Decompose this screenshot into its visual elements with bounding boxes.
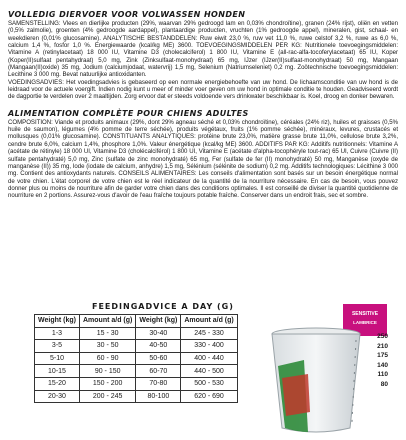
scale-mark: 140: [377, 361, 388, 369]
scale-mark: 80: [380, 380, 388, 388]
badge-line1: SENSITIVE: [351, 311, 379, 317]
scale-mark: 110: [377, 371, 388, 379]
col-weight-1: Weight (kg): [35, 315, 80, 328]
table-cell: 30 - 50: [79, 340, 135, 353]
table-cell: 40-50: [136, 340, 181, 353]
col-amount-2: Amount a/d (g): [181, 315, 237, 328]
col-weight-2: Weight (kg): [136, 315, 181, 328]
col-amount-1: Amount a/d (g): [79, 315, 135, 328]
label-text: [8, 6, 398, 200]
table-row: [35, 390, 238, 403]
table-cell: 200 - 245: [79, 390, 135, 403]
nl-feeding-advice: VOEDINGSADVIES: Het voedingsadvies is gebaseerd op een normale energiebehoefte van uw hond. De lichaamsconditie van uw hond is de leidraad voor de actuele voergift. Indien nodig kunt u meer of minder voer geven om uw hond in optimale conditie te houden. Geadviseerd wordt de dagportie te verdelen over 2 maaltijden. Zorg ervoor dat er steeds voldoende vers drinkwater beschikbaar is. Koel, droog en donker bewaren.: [8, 78, 398, 101]
fr-title: ALIMENTATION COMPLÈTE POUR CHIENS ADULTES: [8, 108, 249, 118]
table-cell: 620 - 690: [181, 390, 237, 403]
table-cell: 440 - 500: [181, 365, 237, 378]
table-row: [35, 340, 238, 353]
table-cell: 60 - 90: [79, 352, 135, 365]
feeding-table: [34, 314, 238, 403]
table-cell: 50-60: [136, 352, 181, 365]
table-cell: 245 - 330: [181, 327, 237, 340]
table-cell: 70-80: [136, 377, 181, 390]
table-row: [35, 377, 238, 390]
scale-mark: 210: [377, 342, 388, 350]
table-cell: 5-10: [35, 352, 80, 365]
table-cell: 3-5: [35, 340, 80, 353]
table-row: [35, 365, 238, 378]
feeding-table-header: [35, 315, 238, 328]
table-cell: 20-30: [35, 390, 80, 403]
scale-mark: 250: [377, 333, 388, 340]
table-cell: 15-20: [35, 377, 80, 390]
badge-line2: LAMBRICE: [353, 320, 377, 325]
table-row: [35, 352, 238, 365]
table-cell: 90 - 150: [79, 365, 135, 378]
scale-mark: 175: [377, 352, 388, 360]
table-cell: 500 - 530: [181, 377, 237, 390]
table-cell: 400 - 440: [181, 352, 237, 365]
nl-composition: SAMENSTELLING: Vlees en dierlijke producten (29%, waarvan 29% gedroogd lam en 0,03% chondroïtine), granen (24% rijst), oliën en vetten (0,5% zalmolie), groenten (4% gedroogde aardappel), plantaardige producten, vruchten (1% gedroogde appel), mineralen, gist, schaal- en weekdieren (0,01% glucosamine). ANALYTISCHE BESTANDDELEN: Ruw eiwit 23,0 %, ruw vet 11,0 %, ruwe celstof 3,2 %, ruwe as 6,0 %, calcium 1,4 %, fosfor 1,0 %. Energiewaarde (kcal/kg ME) 3600. TOEVOEGINGSMIDDELEN PER KG: Nutritionele toevoegingsmiddelen: Vitamine A (retinylacetaat) 18 000 IU, Vitamine D3 (cholecalciferol) 1 800 IU, Vitamine E (all-rac-alfa-tocoferylacetaat) 65 IU, Koper (Koper(II)sulfaat pentahydraat) 5,0 mg, Zink (Zinksulfaat-monohydraat) 65 mg, IJzer (IJzer(II)sulfaat-monohydraat) 50 mg, Mangaan (Mangaan(II)oxide) 35 mg, Jodium (calciumjodaat, watervrij) 1,5 mg, Selenium (Natriumseleniet) 0,2 mg. Zoötechnische toevoegingsmiddelen: Lecithine 3 000 mg. Bevat natuurlijke antioxidanten.: [8, 20, 398, 79]
table-cell: 80-100: [136, 390, 181, 403]
table-cell: 330 - 400: [181, 340, 237, 353]
table-cell: 15 - 30: [79, 327, 135, 340]
table-row: [35, 327, 238, 340]
table-cell: 150 - 200: [79, 377, 135, 390]
table-cell: 1-3: [35, 327, 80, 340]
nl-title: VOLLEDIG DIERVOER VOOR VOLWASSEN HONDEN: [8, 10, 246, 19]
cup-scale: [362, 332, 388, 390]
table-cell: 10-15: [35, 365, 80, 378]
table-cell: 30-40: [136, 327, 181, 340]
fr-composition: COMPOSITION: Viande et produits animaux (29%, dont 29% agneau séché et 0,03% chondroïtine), céréales (24% riz), huiles et graisses (0,5% huile de saumon), légumes (4% pomme de terre séchée), produits végétaux, fruits (1% pomme séchée), minéraux, levures, crustacés et mollusques (0,01% glucosamine). CONSTITUANTS ANALYTIQUES: protéine brute 23,0%, matière grasse brute 11,0%, cellulose brute 3,2%, cendre brute 6,0%, calcium 1,4%, phosphore 1,0%. Valeur énergétique (kcal/kg ME) 3600. ADDITIFS PAR KG: Additifs nutritionnels: Vitamine A (acétate de rétinyle) 18 000 UI, Vitamine D3 (cholécalciférol) 1 800 UI, Vitamine E (acétate d'alpha-tocophéryle tout-rac) 65 UI, Cuivre (Cuivre (II) sulfate pentahydraté) 5,0 mg, Zinc (sulfate de zinc monohydraté) 65 mg, Fer (sulfate de fer (II) monohydraté) 50 mg, Manganèse (oxyde de manganèse (II)) 35 mg, Iode (iodate de calcium, anhydre) 1,5 mg, Sélénium (sélénite de sodium) 0,2 mg. Additifs technologiques: Lécithine 3 000 mg. Contient des antioxydants naturels. CONSEILS ALIMENTAIRES: Les conseils d'alimentation sont basés sur un besoin énergétique normal de votre chien. L'état corporel de votre chien est le réel indicateur de la quantité de la nourriture nécessaire. En cas de besoin, vous pouvez donner plus ou moins de nourriture afin de garder votre chien dans des conditions optimales. Il est conseillé de diviser la quantité quotidienne de nourriture en 2 portions. Assurez-vous d'avoir de l'eau fraîche toujours potable fraîche. Conserver dans un endroit frais, sec et sombre.: [8, 118, 398, 200]
feeding-table-title: FEEDINGADVICE A DAY (G): [92, 302, 234, 311]
table-cell: 60-70: [136, 365, 181, 378]
